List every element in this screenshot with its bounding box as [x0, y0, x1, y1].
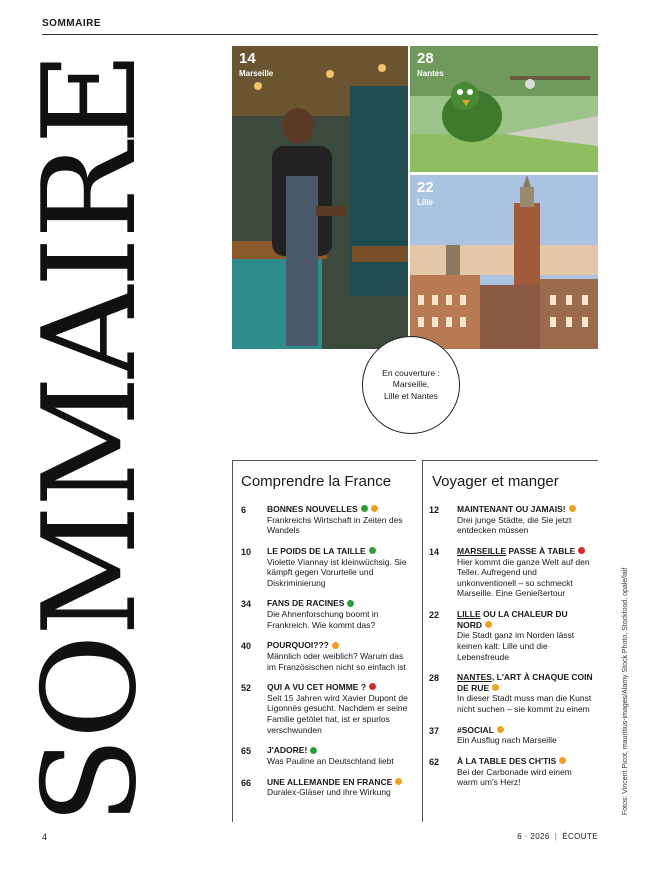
orange-dot-icon: [332, 642, 339, 649]
page-number: 65: [241, 746, 252, 757]
photo-nantes[interactable]: [410, 46, 598, 172]
marseille-illustration: [232, 46, 408, 349]
toc-column-voyager: [422, 460, 598, 822]
toc-entry[interactable]: [423, 672, 598, 715]
cover-caption-line: En couverture :: [382, 368, 440, 379]
entry-description: Seit 15 Jahren wird Xavier Dupont de Ligonnès gesucht. Nachdem er seine Familie getötet hat, ist er spurlos verschwunden: [267, 692, 408, 735]
big-title-wrapper: [16, 44, 166, 834]
green-dot-icon: [347, 600, 354, 607]
page-number: 12: [429, 505, 440, 515]
column-heading: Comprendre la France: [241, 473, 392, 490]
entry-description: In dieser Stadt muss man die Kunst nicht suchen – sie kommt zu einem: [457, 693, 592, 714]
toc-column-comprendre: [232, 460, 416, 822]
page-number: 37: [429, 725, 440, 736]
toc-entry[interactable]: [233, 546, 416, 589]
photo-city: Nantes: [417, 69, 444, 78]
photo-city: Marseille: [239, 69, 274, 78]
entry-title: FANS DE RACINES: [267, 598, 345, 609]
big-title: SOMMAIRE: [16, 53, 165, 825]
footer-magazine: ÉCOUTE: [562, 832, 598, 841]
entry-title: BONNES NOUVELLES: [267, 504, 358, 514]
photo-number: 28: [417, 50, 434, 67]
toc-entry[interactable]: [233, 598, 416, 630]
cover-caption-line: Lille et Nantes: [384, 390, 438, 401]
photo-marseille[interactable]: [232, 46, 408, 349]
page-number: 40: [241, 641, 252, 652]
toc-entry[interactable]: [233, 682, 416, 735]
page-number: 10: [241, 546, 252, 557]
entry-title: QUI A VU CET HOMME ?: [267, 682, 367, 693]
toc-entry[interactable]: [233, 777, 416, 798]
page-number: 28: [429, 673, 440, 684]
page-number: 6: [241, 505, 247, 515]
entry-description: Die Ahnenforschung boomt in Frankreich. Wie kommt das?: [267, 609, 379, 630]
orange-dot-icon: [395, 778, 402, 785]
cover-caption-circle: [362, 336, 460, 434]
section-label: SOMMAIRE: [42, 18, 101, 29]
page-number: 62: [429, 756, 440, 767]
entry-description: Hier kommt die ganze Welt auf den Teller. Aufregend und unkonventionell – so schmeckt Marseille. Eine Genießertour: [457, 556, 590, 599]
photo-number: 22: [417, 179, 434, 196]
toc-entry[interactable]: [423, 609, 598, 662]
red-dot-icon: [369, 683, 376, 690]
page-number: 22: [429, 610, 440, 620]
red-dot-icon: [578, 547, 585, 554]
page-number: 66: [241, 777, 252, 788]
orange-dot-icon: [485, 621, 492, 628]
entry-description: Duralex-Gläser und ihre Wirkung: [267, 787, 391, 798]
cover-caption-line: Marseille,: [392, 379, 430, 390]
page-number: 14: [429, 546, 440, 557]
toc-entry[interactable]: [233, 504, 416, 536]
toc-entry[interactable]: [423, 546, 598, 599]
entry-title: OU LA CHALEUR DU NORD: [457, 609, 568, 630]
entry-title: J'ADORE!: [267, 745, 308, 756]
page-number: 34: [241, 599, 252, 610]
entry-title: , L'ART À CHAQUE COIN DE RUE: [457, 672, 593, 693]
footer-issue: 6 · 2026: [517, 832, 550, 841]
photo-credits: Fotos: Vincent Picot, mauritius-images/Alamy Stock Photo, Stockfood, opale/laif: [622, 567, 630, 815]
page-number: 52: [241, 683, 252, 694]
green-dot-icon: [361, 505, 368, 512]
toc-entry[interactable]: [233, 745, 416, 766]
toc-entry[interactable]: [423, 725, 598, 746]
orange-dot-icon: [371, 505, 378, 512]
column-heading: Voyager et manger: [432, 473, 559, 490]
entry-title: À LA TABLE DES CH'TIS: [457, 755, 557, 766]
footer-separator: |: [554, 832, 558, 841]
lille-illustration: [410, 175, 598, 349]
entry-description: Was Pauline an Deutschland liebt: [267, 755, 394, 766]
toc-entry[interactable]: [233, 640, 416, 672]
entry-description: Violette Viannay ist kleinwüchsig. Sie kämpft gegen Vorurteile und Diskriminierung: [267, 556, 407, 588]
green-dot-icon: [310, 747, 317, 754]
entry-title: MAINTENANT OU JAMAIS!: [457, 504, 566, 514]
entry-description: Frankreichs Wirtschaft in Zeiten des Wandels: [267, 514, 403, 536]
photo-credits-wrapper: [616, 556, 636, 826]
footer-page-number: 4: [42, 832, 48, 842]
photo-lille[interactable]: [410, 175, 598, 349]
entry-title: UNE ALLEMANDE EN FRANCE: [267, 776, 393, 787]
nantes-illustration: [410, 46, 598, 172]
toc-entry[interactable]: [423, 504, 598, 536]
entry-description: Männlich oder weiblich? Warum das im Französischen nicht so einfach ist: [267, 650, 406, 672]
orange-dot-icon: [569, 505, 576, 512]
footer-issue-info: [517, 832, 598, 841]
header-rule: [42, 34, 598, 35]
entry-description: Bei der Carbonade wird einem warm um's Herz!: [457, 766, 572, 788]
orange-dot-icon: [497, 726, 504, 733]
entry-description: Ein Ausflug nach Marseille: [457, 735, 557, 746]
photo-city: Lille: [417, 198, 434, 207]
green-dot-icon: [369, 547, 376, 554]
entry-title-city: NANTES: [457, 672, 492, 683]
entry-title-city: LILLE: [457, 609, 481, 619]
orange-dot-icon: [492, 684, 499, 691]
toc-entry[interactable]: [423, 756, 598, 788]
entry-description: Die Stadt ganz im Norden lässt keinen kalt: Lille und die Lebensfreude: [457, 630, 575, 662]
entry-title: PASSE À TABLE: [506, 545, 576, 556]
orange-dot-icon: [559, 757, 566, 764]
entry-title: #SOCIAL: [457, 724, 494, 735]
cover-caption: [382, 368, 440, 401]
entry-title: POURQUOI???: [267, 640, 329, 651]
entry-description: Drei junge Städte, die Sie jetzt entdecken müssen: [457, 514, 572, 536]
entry-title-city: MARSEILLE: [457, 545, 507, 556]
entry-title: LE POIDS DE LA TAILLE: [267, 545, 366, 556]
photo-number: 14: [239, 50, 256, 67]
